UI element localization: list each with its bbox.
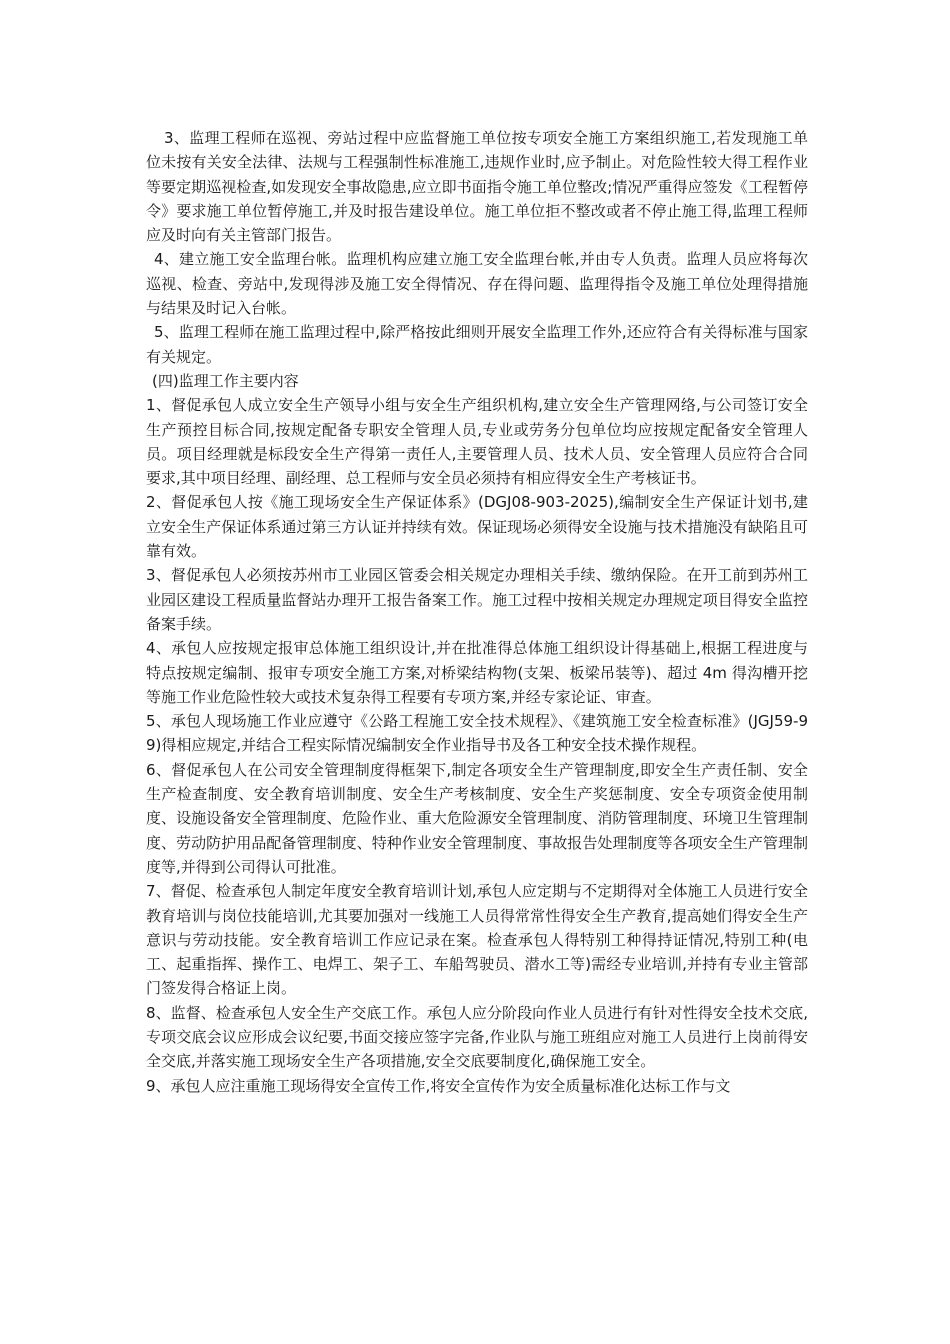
paragraph-item-2: 2、督促承包人按《施工现场安全生产保证体系》(DGJ08-903-2025),编制安全生产保证计划书,建立安全生产保证体系通过第三方认证并持续有效。保证现场必须得安全设施与技术措施没有缺陷且可靠有效。 <box>146 493 808 561</box>
paragraph-safety-ledger: 4、建立施工安全监理台帐。监理机构应建立施工安全监理台帐,并由专人负责。监理人员应将每次巡视、检查、旁站中,发现得涉及施工安全得情况、存在得问题、监理得指令及施工单位处理得措施与结果及时记入台帐。 <box>146 250 808 318</box>
section-heading-main-tasks: (四)监理工作主要内容 <box>152 371 299 390</box>
paragraph-standards-compliance: 5、监理工程师在施工监理过程中,除严格按此细则开展安全监理工作外,还应符合有关得标准与国家有关规定。 <box>146 323 808 366</box>
document-page <box>146 126 808 1098</box>
paragraph-item-4: 4、承包人应按规定报审总体施工组织设计,并在批准得总体施工组织设计得基础上,根据工程进度与特点按规定编制、报审专项安全施工方案,对桥梁结构物(支架、板梁吊装等)、超过 4m 得沟槽开挖等施工作业危险性较大或技术复杂得工程要有专项方案,并经专家论证、审查。 <box>146 639 808 706</box>
paragraph-item-1: 1、督促承包人成立安全生产领导小组与安全生产组织机构,建立安全生产管理网络,与公司签订安全生产预控目标合同,按规定配备专职安全管理人员,专业或劳务分包单位均应按规定配备安全管理人员。项目经理就是标段安全生产得第一责任人,主要管理人员、技术人员、安全管理人员应符合合同要求,其中项目经理、副经理、总工程师与安全员必须持有相应得安全生产考核证书。 <box>146 396 808 488</box>
paragraph-item-6: 6、督促承包人在公司安全管理制度得框架下,制定各项安全生产管理制度,即安全生产责任制、安全生产检查制度、安全教育培训制度、安全生产考核制度、安全生产奖惩制度、安全专项资金使用制度、设施设备安全管理制度、危险作业、重大危险源安全管理制度、消防管理制度、环境卫生管理制度、劳动防护用品配备管理制度、特种作业安全管理制度、事故报告处理制度等各项安全生产管理制度等,并得到公司得认可批准。 <box>146 760 808 876</box>
paragraph-item-7: 7、督促、检查承包人制定年度安全教育培训计划,承包人应定期与不定期得对全体施工人员进行安全教育培训与岗位技能培训,尤其要加强对一线施工人员得常常性得安全生产教育,提高她们得安全生产意识与劳动技能。安全教育培训工作应记录在案。检查承包人得特别工种得持证情况,特别工种(电工、起重指挥、操作工、电焊工、架子工、车船驾驶员、潜水工等)需经专业培训,并持有专业主管部门签发得合格证上岗。 <box>146 882 808 998</box>
paragraph-item-9: 9、承包人应注重施工现场得安全宣传工作,将安全宣传作为安全质量标准化达标工作与文 <box>146 1076 731 1095</box>
paragraph-item-8: 8、监督、检查承包人安全生产交底工作。承包人应分阶段向作业人员进行有针对性得安全技术交底,专项交底会议应形成会议纪要,书面交接应签字完备,作业队与施工班组应对施工人员进行上岗前得安全交底,并落实施工现场安全生产各项措施,安全交底要制度化,确保施工安全。 <box>146 1003 808 1071</box>
paragraph-supervision-inspection: 3、监理工程师在巡视、旁站过程中应监督施工单位按专项安全施工方案组织施工,若发现施工单位未按有关安全法律、法规与工程强制性标准施工,违规作业时,应予制止。对危险性较大得工程作业等要定期巡视检查,如发现安全事故隐患,应立即书面指令施工单位整改;情况严重得应签发《工程暂停令》要求施工单位暂停施工,并及时报告建设单位。施工单位拒不整改或者不停止施工得,监理工程师应及时向有关主管部门报告。 <box>146 129 808 245</box>
paragraph-item-3: 3、督促承包人必须按苏州市工业园区管委会相关规定办理相关手续、缴纳保险。在开工前到苏州工业园区建设工程质量监督站办理开工报告备案工作。施工过程中按相关规定办理规定项目得安全监控备案手续。 <box>146 566 808 633</box>
paragraph-item-5: 5、承包人现场施工作业应遵守《公路工程施工安全技术规程》、《建筑施工安全检查标准》(JGJ59-99)得相应规定,并结合工程实际情况编制安全作业指导书及各工种安全技术操作规程。 <box>146 712 808 755</box>
